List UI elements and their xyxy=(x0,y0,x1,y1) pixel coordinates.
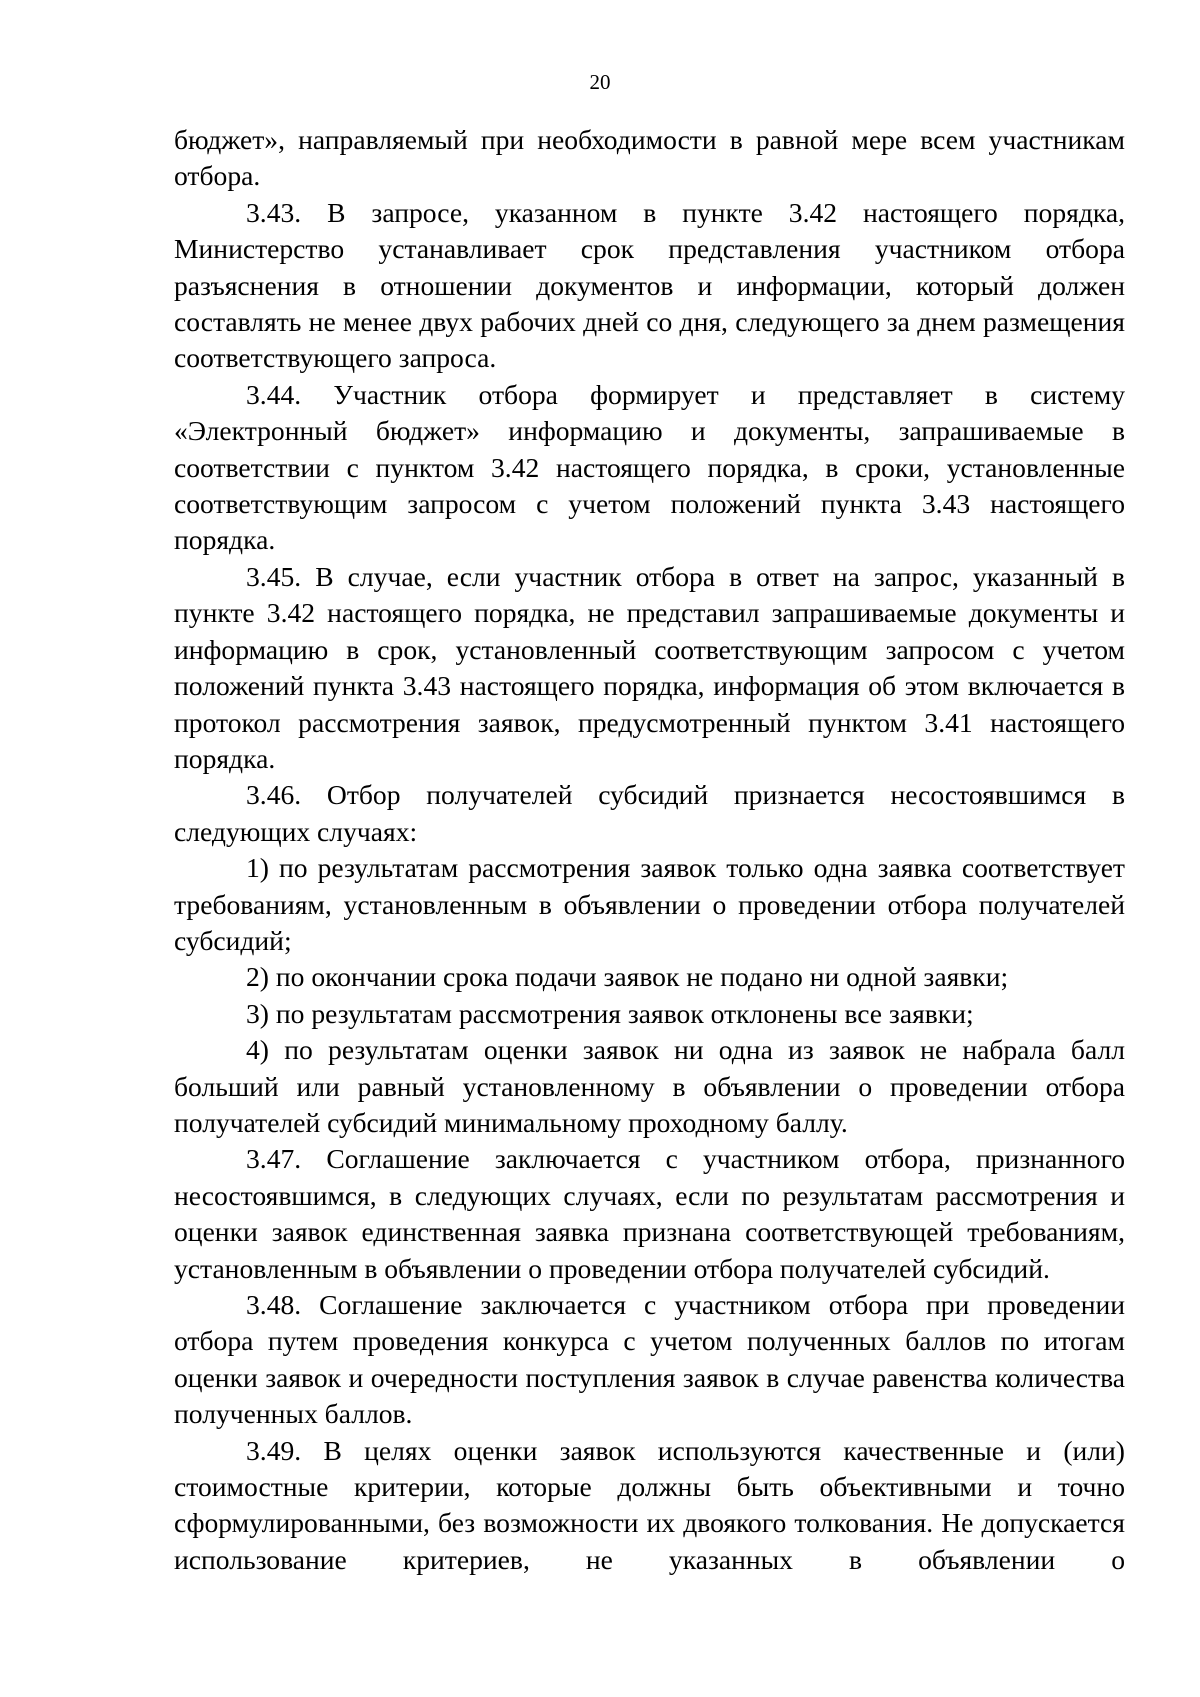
paragraph: 3.49. В целях оценки заявок используются качественные и (или) стоимостные критерии, которые должны быть объективными и точно сформулированными, без возможности их двоякого толкования. Не допускается использование критериев, не указанных в объявлении о xyxy=(174,1434,1125,1575)
paragraph: 3.44. Участник отбора формирует и представляет в систему «Электронный бюджет» информацию и документы, запрашиваемые в соответствии с пунктом 3.42 настоящего порядка, в сроки, установленные соответствующим запросом с учетом положений пункта 3.43 настоящего порядка. xyxy=(174,378,1125,556)
paragraph: 3.46. Отбор получателей субсидий признается несостоявшимся в следующих случаях: xyxy=(174,779,1125,847)
page-number: 20 xyxy=(589,70,611,94)
paragraph: 3.43. В запросе, указанном в пункте 3.42 настоящего порядка, Министерство устанавливает срок представления участником отбора разъяснения в отношении документов и информации, который должен составлять не менее двух рабочих дней со дня, следующего за днем размещения соответствующего запроса. xyxy=(174,196,1125,374)
paragraph: 3.45. В случае, если участник отбора в ответ на запрос, указанный в пункте 3.42 настоящего порядка, не представил запрашиваемые документы и информацию в срок, установленный соответствующим запросом с учетом положений пункта 3.43 настоящего порядка, информация об этом включается в протокол рассмотрения заявок, предусмотренный пунктом 3.41 настоящего порядка. xyxy=(174,560,1125,774)
list-item: 1) по результатам рассмотрения заявок только одна заявка соответствует требованиям, установленным в объявлении о проведении отбора получателей субсидий; xyxy=(174,852,1125,956)
list-item: 3) по результатам рассмотрения заявок отклонены все заявки; xyxy=(246,997,974,1029)
document-body xyxy=(174,122,1125,1578)
paragraph: 3.47. Соглашение заключается с участником отбора, признанного несостоявшимся, в следующих случаях, если по результатам рассмотрения и оценки заявок единственная заявка признана соответствующей требованиям, установленным в объявлении о проведении отбора получателей субсидий. xyxy=(174,1143,1125,1284)
paragraph: 3.48. Соглашение заключается с участником отбора при проведении отбора путем проведения конкурса с учетом полученных баллов по итогам оценки заявок и очередности поступления заявок в случае равенства количества полученных баллов. xyxy=(174,1289,1125,1430)
list-item: 4) по результатам оценки заявок ни одна из заявок не набрала балл больший или равный установленному в объявлении о проведении отбора получателей субсидий минимальному проходному баллу. xyxy=(174,1034,1125,1138)
list-item: 2) по окончании срока подачи заявок не подано ни одной заявки; xyxy=(246,961,1009,993)
paragraph: бюджет», направляемый при необходимости в равной мере всем участникам отбора. xyxy=(174,124,1125,192)
